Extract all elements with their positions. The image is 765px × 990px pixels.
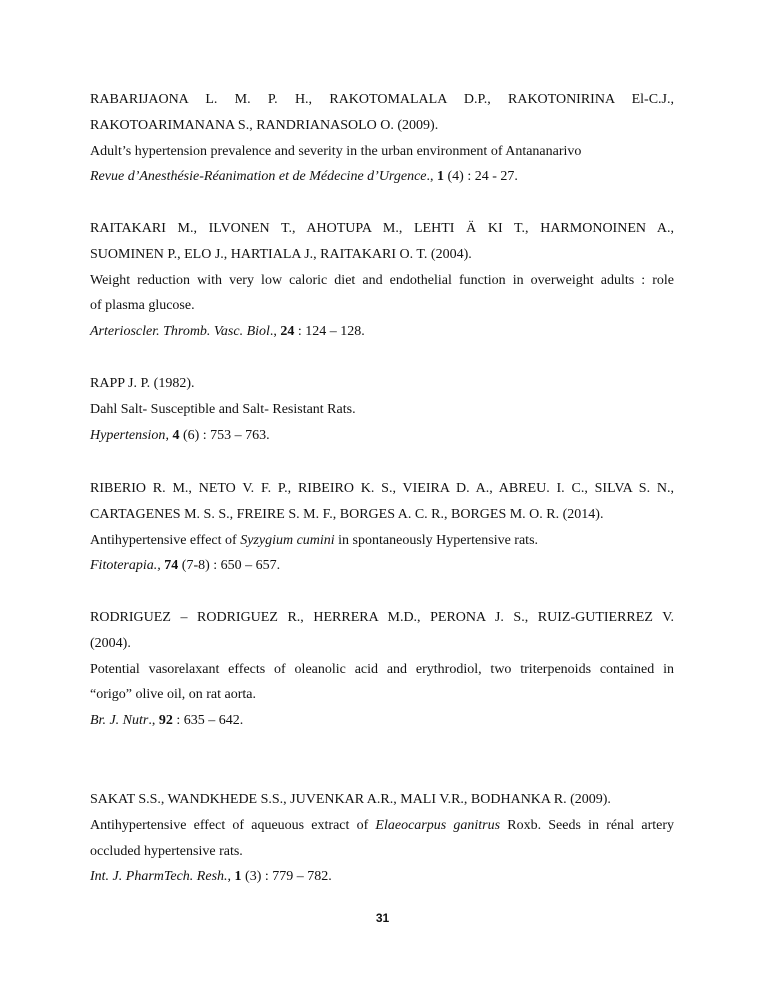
reference-title: Adult’s hypertension prevalence and severity in the urban environment of Antananarivo: [90, 143, 582, 159]
journal-name: Arterioscler. Thromb. Vasc. Biol: [90, 324, 270, 340]
journal-name: Hypertension: [90, 427, 166, 443]
reference-entry: [90, 605, 674, 734]
reference-authors-continued: (2004).: [90, 635, 131, 651]
journal-pages: : 635 – 642.: [172, 713, 244, 729]
journal-pages: (3) : 779 – 782.: [241, 869, 332, 885]
journal-name: Fitoterapia.,: [90, 558, 161, 574]
species-name: Syzygium cumini: [240, 532, 335, 548]
reference-title: [90, 813, 674, 839]
reference-authors: SAKAT S.S., WANDKHEDE S.S., JUVENKAR A.R., MALI V.R., BODHANKA R. (2009).: [90, 792, 611, 807]
journal-pages: (4) : 24 - 27.: [444, 169, 518, 185]
journal-volume: 1: [234, 869, 242, 885]
reference-citation: [90, 164, 674, 190]
title-text: in spontaneously Hypertensive rats.: [334, 532, 539, 548]
reference-authors: RAITAKARI M., ILVONEN T., AHOTUPA M., LEHTI Ä KI T., HARMONOINEN A.,: [90, 221, 674, 236]
journal-separator: .,: [269, 324, 281, 340]
reference-authors-continued: RAKOTOARIMANANA S., RANDRIANASOLO O. (2009).: [90, 117, 439, 133]
journal-volume: 1: [437, 169, 444, 185]
journal-volume: 24: [280, 324, 295, 340]
page-number: 31: [375, 911, 390, 925]
journal-pages: (7-8) : 650 – 657.: [178, 558, 281, 574]
reference-title-continued: of plasma glucose.: [90, 298, 195, 314]
reference-entry: [90, 216, 674, 345]
reference-authors: RODRIGUEZ – RODRIGUEZ R., HERRERA M.D., PERONA J. S., RUIZ-GUTIERREZ V.: [90, 610, 674, 625]
reference-title-continued: “origo” olive oil, on rat aorta.: [90, 687, 256, 703]
journal-pages: (6) : 753 – 763.: [179, 427, 270, 443]
reference-citation: [90, 864, 674, 890]
reference-authors-continued: SUOMINEN P., ELO J., HARTIALA J., RAITAKARI O. T. (2004).: [90, 246, 472, 262]
journal-separator: ,: [227, 869, 235, 885]
reference-title: Potential vasorelaxant effects of oleanolic acid and erythrodiol, two triterpenoids contained in: [90, 661, 674, 677]
reference-citation: [90, 553, 674, 579]
journal-volume: 4: [172, 427, 180, 443]
journal-separator: .,: [148, 713, 159, 729]
reference-authors: RABARIJAONA L. M. P. H., RAKOTOMALALA D.P., RAKOTONIRINA El-C.J.,: [90, 92, 674, 107]
journal-name: Int. J. PharmTech. Resh.: [90, 869, 228, 885]
journal-separator: .,: [426, 169, 437, 185]
reference-entry: [90, 87, 674, 190]
reference-citation: [90, 319, 674, 345]
journal-name: Revue d’Anesthésie-Réanimation et de Médecine d’Urgence: [90, 169, 427, 185]
title-text: Antihypertensive effect of: [90, 532, 241, 548]
journal-pages: : 124 – 128.: [294, 324, 365, 340]
reference-title: Dahl Salt- Susceptible and Salt- Resistant Rats.: [90, 401, 356, 417]
title-text: Roxb. Seeds in rénal artery: [500, 817, 674, 833]
reference-entry: [90, 371, 674, 448]
reference-title: Weight reduction with very low caloric diet and endothelial function in overweight adults : role: [90, 272, 674, 288]
reference-authors-continued: CARTAGENES M. S. S., FREIRE S. M. F., BORGES A. C. R., BORGES M. O. R. (2014).: [90, 506, 604, 522]
reference-citation: [90, 423, 674, 449]
reference-citation: [90, 708, 674, 734]
title-text: Antihypertensive effect of aqueuous extract of: [90, 817, 376, 833]
reference-title: [90, 528, 674, 554]
reference-authors: RIBERIO R. M., NETO V. F. P., RIBEIRO K. S., VIEIRA D. A., ABREU. I. C., SILVA S. N.,: [90, 481, 674, 496]
journal-separator: ,: [165, 427, 173, 443]
journal-volume: 92: [158, 713, 173, 729]
journal-volume: 74: [164, 558, 179, 574]
species-name: Elaeocarpus ganitrus: [375, 817, 501, 833]
reference-authors: RAPP J. P. (1982).: [90, 376, 195, 391]
journal-name: Br. J. Nutr: [90, 713, 149, 729]
reference-entry: [90, 787, 674, 890]
reference-title-continued: occluded hypertensive rats.: [90, 843, 243, 859]
reference-entry: [90, 476, 674, 579]
